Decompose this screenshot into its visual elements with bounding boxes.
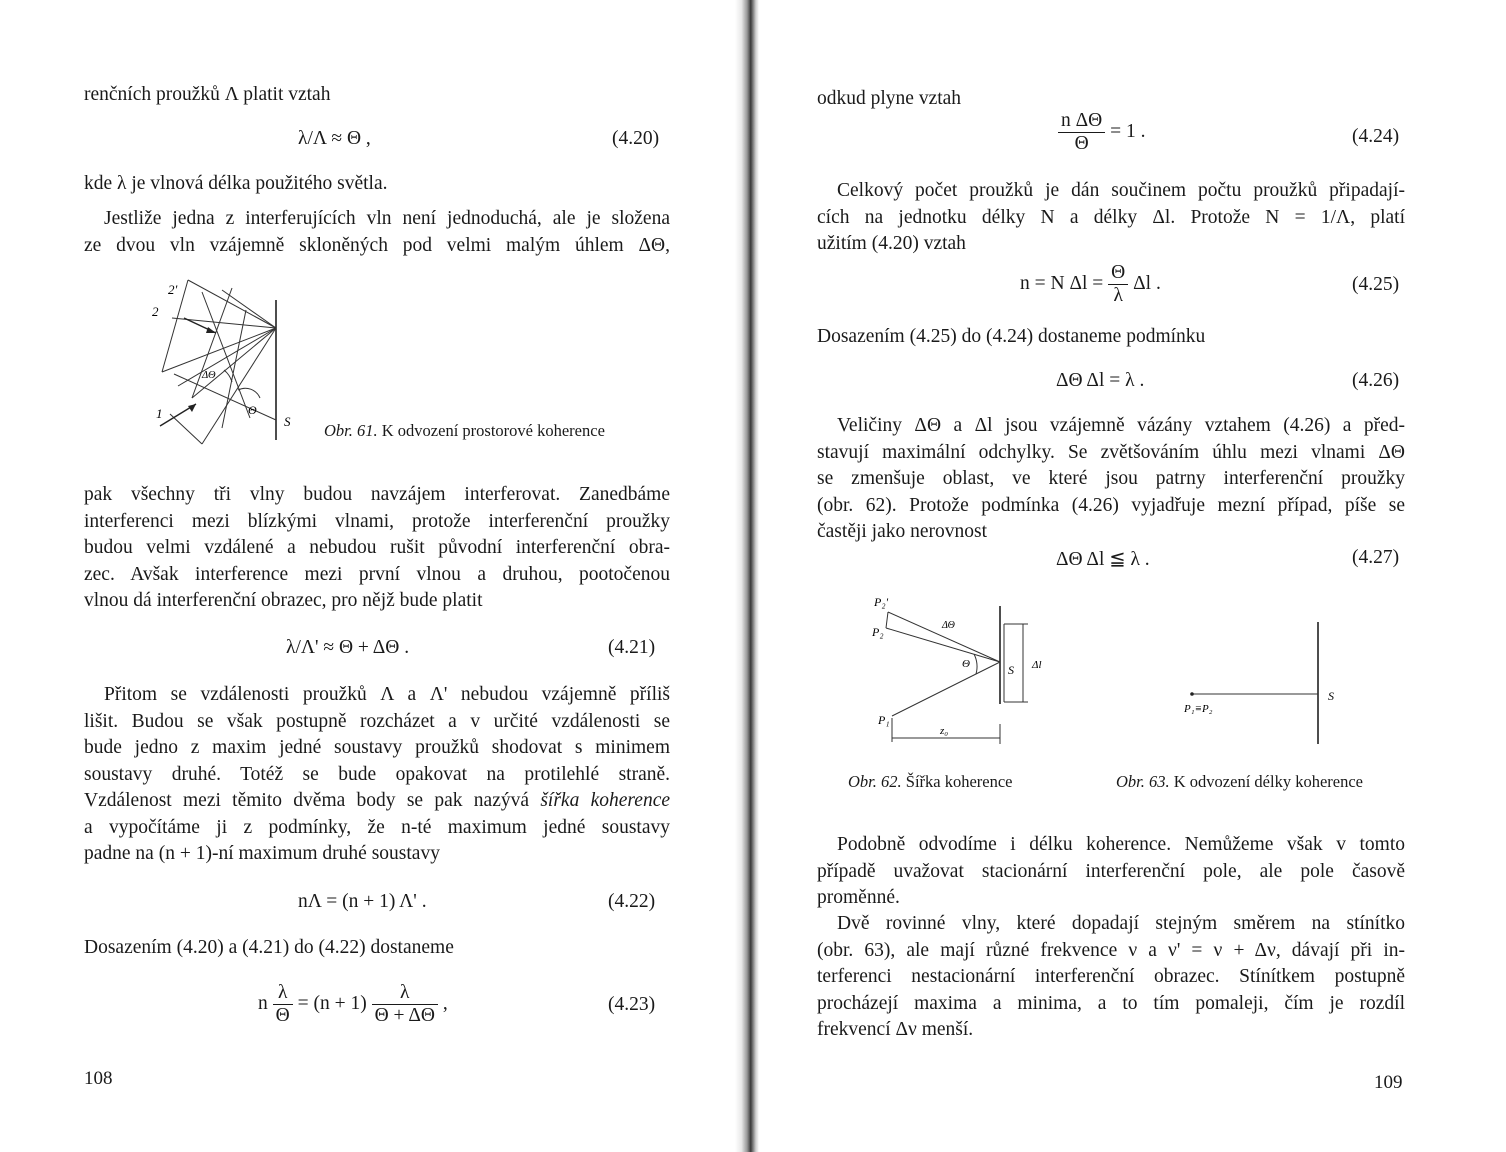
- equation-number-4-27: (4.27): [1352, 547, 1400, 568]
- equation-number-4-21: (4.21): [608, 637, 656, 658]
- fig63-label-s: S: [1328, 689, 1334, 703]
- paragraph-5: Dvě rovinné vlny, které dopadají stejným směrem na stínítko (obr. 63), ale mají různé frekvence ν a ν' = ν + Δν, dávají při in- terferenci nestacionární interferenční obrazec. Stínítkem postupně procházejí maxima a minima, a to tím pomaleji, čím je rozdíl frekvencí Δν menší.: [817, 913, 1405, 1040]
- paragraph-4: Podobně odvodíme i délku koherence. Nemůžeme však v tomto případě uvažovat stacionární interferenční pole, ale pole časově proměnné.: [817, 834, 1405, 908]
- equation-number-4-22: (4.22): [608, 891, 656, 912]
- paragraph-1: Jestliže jedna z interferujících vln není jednoduchá, ale je složena ze dvou vln vzájemně skloněných pod velmi malým úhlem ΔΘ,: [84, 208, 670, 256]
- equation-4-27: ΔΘ Δl ≦ λ .: [1056, 549, 1150, 570]
- page-number-left: 108: [84, 1068, 113, 1089]
- paragraph-2: Dosazením (4.25) do (4.24) dostaneme podmínku: [817, 326, 1206, 347]
- figure-61-diagram: [150, 278, 300, 450]
- fig61-label-2: 2: [152, 304, 159, 319]
- equation-number-4-25: (4.25): [1352, 274, 1400, 295]
- figure-62-caption: Obr. 62. Šířka koherence: [848, 772, 1013, 791]
- paragraph-1: Celkový počet proužků je dán součinem počtu proužků připadají- cích na jednotku délky N a délky Δl. Protože N = 1/Λ, platí užitím (4.20) vztah: [817, 180, 1405, 254]
- fig62-label-p2: P₂: [872, 625, 884, 639]
- fig63-label-sources: P₁≡P₂: [1184, 703, 1213, 715]
- fig62-label-theta: Θ: [962, 658, 970, 670]
- fig61-label-s: S: [284, 414, 291, 429]
- figure-63-caption: Obr. 63. K odvození délky koherence: [1116, 772, 1363, 791]
- equation-number-4-26: (4.26): [1352, 370, 1400, 391]
- equation-4-25: n = N Δl = $\frac{\Theta}{\lambda}$ Δl .: [1020, 262, 1161, 306]
- paragraph-3: Veličiny ΔΘ a Δl jsou vzájemně vázány vztahem (4.26) a před- stavují maximální odchylky. Se zvětšováním úhlu mezi vlnami ΔΘ se zmenšuje oblast, ve které jsou patrny interferenční proužky (obr. 62). Protože podmínka (4.26) vyjadřuje mezní případ, píše se častěji jako nerovnost: [817, 415, 1405, 542]
- equation-4-26: ΔΘ Δl = λ .: [1056, 370, 1145, 391]
- intro-text: odkud plyne vztah: [817, 88, 962, 109]
- term-sirka-koherence: šířka koherence: [540, 790, 671, 811]
- fig62-label-p2-prime: P₂': [874, 595, 889, 609]
- fig61-label-2-prime: 2': [168, 282, 178, 297]
- figure-62-diagram: [870, 592, 1070, 750]
- fig62-label-z0: z₀: [940, 725, 949, 737]
- right-page: [752, 0, 1506, 1152]
- equation-4-23: n $\frac{\lambda}{\Theta}$ = (n + 1) $\frac{\lambda}{\Theta + \Delta\Theta}$ ,: [258, 982, 448, 1026]
- page-number-right: 109: [1374, 1072, 1403, 1093]
- intro-text: renčních proužků Λ platit vztah: [84, 84, 331, 105]
- equation-number-4-20: (4.20): [612, 128, 660, 149]
- equation-4-20: λ/Λ ≈ Θ ,: [298, 128, 371, 149]
- figure-63-diagram: [1178, 618, 1358, 748]
- figure-61-caption: Obr. 61. K odvození prostorové koherence: [324, 421, 605, 440]
- paragraph-2: pak všechny tři vlny budou navzájem interferovat. Zanedbáme interferenci mezi blízkými vlnami, protože interferenční proužky budou velmi vzdálené a nebudou rušit původní interferenční obra- zec. Avšak interference mezi první vlnou a druhou, pootočenou vlnou dá interferenční obrazec, pro nějž bude platit: [84, 484, 670, 611]
- equation-4-24: $\frac{\text{n ΔΘ}}{\Theta}$ = 1 .: [1058, 110, 1146, 155]
- fig62-label-delta-theta: ΔΘ: [942, 620, 955, 631]
- fig62-label-s: S: [1008, 663, 1014, 677]
- paragraph-4: Dosazením (4.20) a (4.21) do (4.22) dostaneme: [84, 937, 454, 958]
- lambda-note: kde λ je vlnová délka použitého světla.: [84, 173, 388, 194]
- equation-number-4-23: (4.23): [608, 994, 656, 1015]
- fig61-label-delta-theta: ΔΘ: [202, 370, 216, 381]
- fig61-label-theta: Θ: [248, 403, 257, 417]
- equation-number-4-24: (4.24): [1352, 126, 1400, 147]
- equation-4-22: nΛ = (n + 1) Λ' .: [298, 891, 427, 912]
- fig61-label-1: 1: [156, 406, 163, 421]
- left-page: [0, 0, 748, 1152]
- fig62-label-delta-l: Δl: [1032, 659, 1042, 671]
- fig62-label-p1: P₁: [878, 713, 890, 727]
- equation-4-21: λ/Λ' ≈ Θ + ΔΘ .: [286, 637, 410, 658]
- paragraph-3: Přitom se vzdálenosti proužků Λ a Λ' nebudou vzájemně příliš lišit. Budou se však postupně rozcházet a v určité vzdálenosti se bude jedno z maxim jedné soustavy proužků shodovat s minimem soustavy druhé. Totéž se bude opakovat na protilehlé straně. Vzdálenost mezi těmito dvěma body se pak nazývá šířka koherence a vypočítáme ji z podmínky, že n-té maximum jedné soustavy padne na (n + 1)-ní maximum druhé soustavy: [84, 684, 671, 864]
